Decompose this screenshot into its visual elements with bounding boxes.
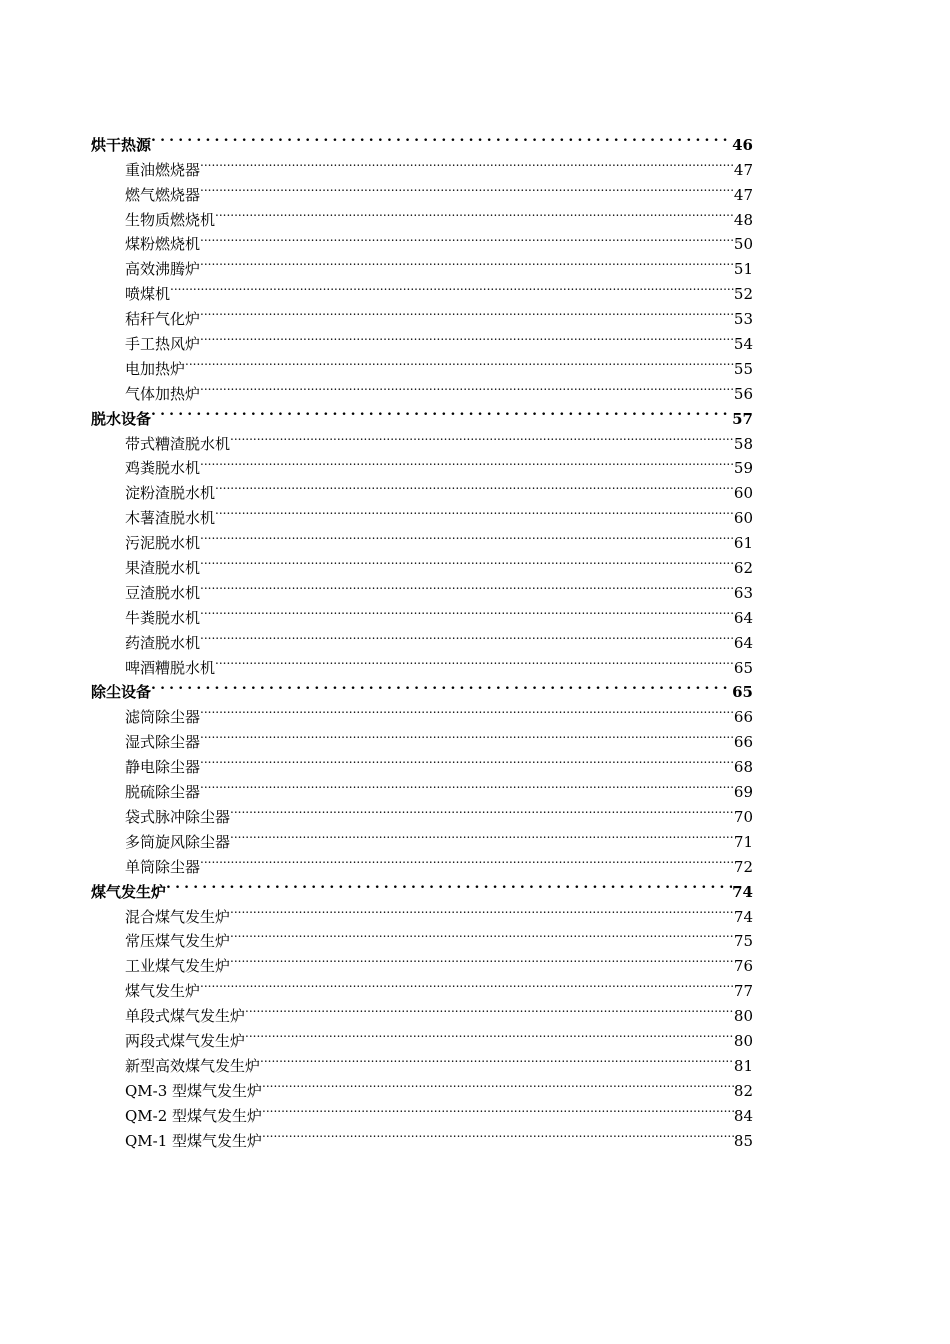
toc-entry-title: 啤酒糟脱水机 xyxy=(125,658,216,677)
dot-leader xyxy=(200,374,734,399)
toc-entry-page-number: 52 xyxy=(733,285,753,304)
toc-entry-page-number: 77 xyxy=(733,982,753,1001)
toc-entry-page-number: 69 xyxy=(733,783,753,802)
toc-entry-page-number: 64 xyxy=(733,608,753,627)
toc-entry-title: QM-2 型煤气发生炉 xyxy=(125,1106,263,1125)
toc-entry-page-number: 60 xyxy=(733,509,753,528)
toc-entry-title: 手工热风炉 xyxy=(125,335,201,354)
toc-entry-title: 高效沸腾炉 xyxy=(125,260,201,279)
toc-entry-title: 重油燃烧器 xyxy=(125,160,201,179)
toc-entry-title: 牛粪脱水机 xyxy=(125,608,201,627)
toc-entry-page-number: 53 xyxy=(733,310,753,329)
toc-entry-title: 静电除尘器 xyxy=(125,758,201,777)
toc-entry-title: 气体加热炉 xyxy=(125,384,201,403)
dot-leader xyxy=(230,797,734,822)
toc-entry-page-number: 47 xyxy=(733,185,753,204)
toc-entry-page-number: 58 xyxy=(733,434,753,453)
toc-entry-page-number: 70 xyxy=(733,807,753,826)
dot-leader xyxy=(215,498,734,523)
toc-entry-title: 电加热炉 xyxy=(125,359,186,378)
toc-entry-page-number: 60 xyxy=(733,484,753,503)
dot-leader xyxy=(200,573,734,598)
toc-entry-page-number: 81 xyxy=(733,1056,753,1075)
dot-leader xyxy=(151,125,732,150)
dot-leader xyxy=(230,946,734,971)
toc-entry-page-number: 54 xyxy=(733,335,753,354)
toc-entry-title: 新型高效煤气发生炉 xyxy=(125,1056,261,1075)
dot-leader xyxy=(200,747,734,772)
dot-leader xyxy=(262,1071,734,1096)
toc-entry-title: 工业煤气发生炉 xyxy=(125,957,231,976)
toc-entry-page-number: 72 xyxy=(733,857,753,876)
toc-entry-title: 混合煤气发生炉 xyxy=(125,907,231,926)
dot-leader xyxy=(200,324,734,349)
toc-sub-entry[interactable] xyxy=(91,424,753,453)
dot-leader xyxy=(230,822,734,847)
toc-section-entry[interactable] xyxy=(91,399,753,428)
toc-entry-title: 喷煤机 xyxy=(125,285,171,304)
dot-leader xyxy=(230,897,734,922)
toc-entry-page-number: 74 xyxy=(733,907,753,926)
toc-entry-title: 煤气发生炉 xyxy=(125,982,201,1001)
toc-entry-page-number: 51 xyxy=(733,260,753,279)
toc-entry-title: 鸡粪脱水机 xyxy=(125,459,201,478)
toc-entry-title: 煤气发生炉 xyxy=(91,882,167,901)
dot-leader xyxy=(151,673,732,698)
toc-entry-title: 豆渣脱水机 xyxy=(125,583,201,602)
toc-sub-entry[interactable] xyxy=(91,150,753,179)
dot-leader xyxy=(200,175,734,200)
dot-leader xyxy=(245,996,734,1021)
dot-leader xyxy=(166,872,732,897)
toc-entry-title: 药渣脱水机 xyxy=(125,633,201,652)
toc-entry-title: 木薯渣脱水机 xyxy=(125,509,216,528)
toc-entry-title: 果渣脱水机 xyxy=(125,559,201,578)
toc-entry-title: QM-1 型煤气发生炉 xyxy=(125,1131,263,1150)
toc-entry-title: 带式糟渣脱水机 xyxy=(125,434,231,453)
dot-leader xyxy=(230,424,734,449)
toc-entry-page-number: 59 xyxy=(733,459,753,478)
dot-leader xyxy=(200,225,734,250)
toc-entry-title: QM-3 型煤气发生炉 xyxy=(125,1081,263,1100)
dot-leader xyxy=(200,249,734,274)
toc-entry-page-number: 57 xyxy=(732,409,753,428)
toc-entry-page-number: 76 xyxy=(733,957,753,976)
dot-leader xyxy=(230,922,734,947)
toc-section-entry[interactable] xyxy=(91,872,753,901)
toc-sub-entry[interactable] xyxy=(91,374,753,403)
toc-entry-title: 常压煤气发生炉 xyxy=(125,932,231,951)
dot-leader xyxy=(200,971,734,996)
toc-entry-title: 脱水设备 xyxy=(91,409,152,428)
dot-leader xyxy=(200,598,734,623)
toc-entry-page-number: 46 xyxy=(732,135,753,154)
dot-leader xyxy=(200,449,734,474)
toc-entry-page-number: 63 xyxy=(733,583,753,602)
dot-leader xyxy=(200,772,734,797)
toc-section-entry[interactable] xyxy=(91,125,753,154)
toc-entry-title: 燃气燃烧器 xyxy=(125,185,201,204)
toc-entry-page-number: 61 xyxy=(733,534,753,553)
toc-entry-title: 袋式脉冲除尘器 xyxy=(125,807,231,826)
toc-entry-page-number: 71 xyxy=(733,832,753,851)
dot-leader xyxy=(215,473,734,498)
dot-leader xyxy=(200,847,734,872)
toc-entry-title: 单筒除尘器 xyxy=(125,857,201,876)
dot-leader xyxy=(185,349,734,374)
toc-sub-entry[interactable] xyxy=(91,274,753,304)
toc-entry-title: 两段式煤气发生炉 xyxy=(125,1031,246,1050)
toc-entry-page-number: 55 xyxy=(733,359,753,378)
dot-leader xyxy=(200,548,734,573)
toc-entry-page-number: 66 xyxy=(733,708,753,727)
toc-entry-page-number: 48 xyxy=(733,210,753,229)
toc-entry-page-number: 80 xyxy=(733,1031,753,1050)
toc-entry-title: 淀粉渣脱水机 xyxy=(125,484,216,503)
toc-entry-title: 污泥脱水机 xyxy=(125,534,201,553)
toc-entry-title: 秸秆气化炉 xyxy=(125,310,201,329)
toc-entry-title: 除尘设备 xyxy=(91,683,152,702)
toc-sub-entry[interactable] xyxy=(91,897,753,926)
toc-entry-page-number: 47 xyxy=(733,160,753,179)
toc-entry-title: 湿式除尘器 xyxy=(125,733,201,752)
toc-entry-title: 滤筒除尘器 xyxy=(125,708,201,727)
dot-leader xyxy=(170,274,734,299)
dot-leader xyxy=(200,150,734,175)
toc-entry-page-number: 62 xyxy=(733,559,753,578)
toc-entry-title: 单段式煤气发生炉 xyxy=(125,1007,246,1026)
toc-entry-title: 脱硫除尘器 xyxy=(125,783,201,802)
toc-entry-page-number: 84 xyxy=(733,1106,753,1125)
toc-sub-entry[interactable] xyxy=(91,697,753,727)
dot-leader xyxy=(151,399,732,424)
toc-entry-page-number: 82 xyxy=(733,1081,753,1100)
dot-leader xyxy=(200,722,734,747)
dot-leader xyxy=(262,1096,734,1121)
toc-entry-page-number: 66 xyxy=(733,733,753,752)
toc-entry-page-number: 50 xyxy=(733,235,753,254)
dot-leader xyxy=(262,1121,734,1146)
toc-sub-entry[interactable] xyxy=(91,299,753,329)
dot-leader xyxy=(200,623,734,648)
toc-entry-page-number: 80 xyxy=(733,1007,753,1026)
toc-entry-title: 多筒旋风除尘器 xyxy=(125,832,231,851)
toc-entry-title: 生物质燃烧机 xyxy=(125,210,216,229)
dot-leader xyxy=(200,697,734,722)
toc-entry-page-number: 65 xyxy=(732,683,753,702)
toc-entry-title: 煤粉燃烧机 xyxy=(125,235,201,254)
toc-entry-title: 烘干热源 xyxy=(91,135,152,154)
dot-leader xyxy=(215,648,734,673)
toc-entry-page-number: 85 xyxy=(733,1131,753,1150)
toc-section-entry[interactable] xyxy=(91,673,753,702)
toc-sub-entry[interactable] xyxy=(91,349,753,378)
table-of-contents xyxy=(91,125,753,1150)
dot-leader xyxy=(245,1021,734,1046)
toc-entry-page-number: 68 xyxy=(733,758,753,777)
toc-entry-page-number: 75 xyxy=(733,932,753,951)
toc-entry-page-number: 64 xyxy=(733,633,753,652)
dot-leader xyxy=(200,299,734,324)
dot-leader xyxy=(200,523,734,548)
toc-entry-page-number: 56 xyxy=(733,384,753,403)
dot-leader xyxy=(260,1046,734,1071)
dot-leader xyxy=(215,200,734,225)
toc-entry-page-number: 74 xyxy=(732,882,753,901)
toc-entry-page-number: 65 xyxy=(733,658,753,677)
